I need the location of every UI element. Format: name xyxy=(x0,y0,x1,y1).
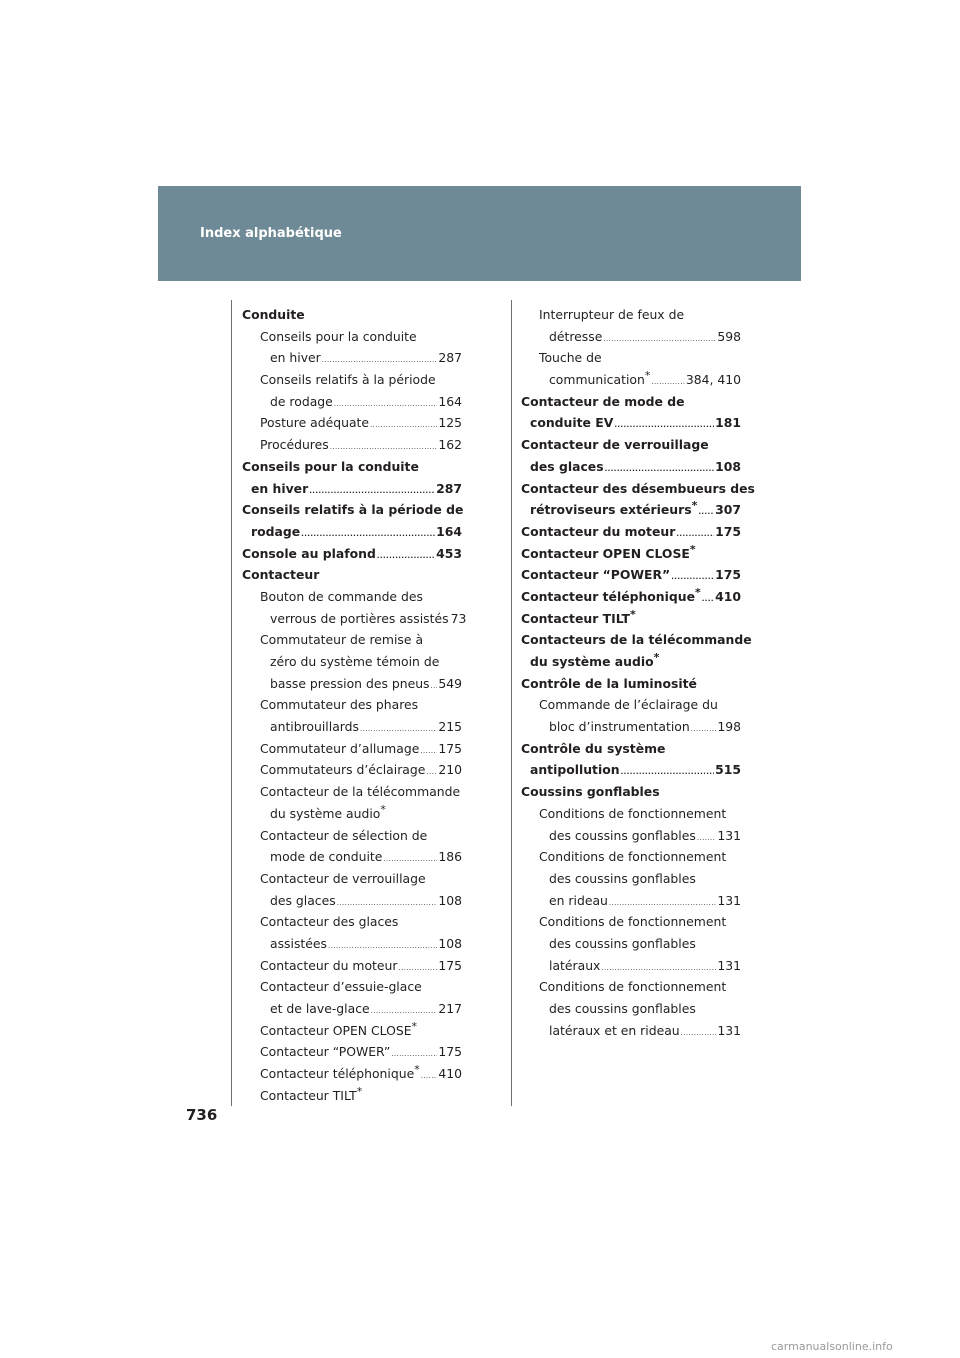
index-page-ref: 164 xyxy=(436,523,462,539)
index-entry-text: Contacteur de la télécommande xyxy=(260,784,461,800)
column-divider-left xyxy=(231,300,232,1106)
index-page-ref: 384, 410 xyxy=(685,372,741,388)
index-entry xyxy=(521,673,741,695)
index-entry-text: bloc d’instrumentation xyxy=(549,719,690,735)
index-entry xyxy=(521,499,741,521)
index-page-ref: 175 xyxy=(715,523,741,539)
index-entry-text: conduite EV xyxy=(530,415,614,431)
index-entry xyxy=(521,347,741,369)
index-entry xyxy=(521,629,752,651)
index-page-ref: 131 xyxy=(717,1022,741,1038)
index-entry-text: Console au plafond xyxy=(242,545,376,561)
index-entry xyxy=(242,716,462,738)
index-entry-text: Contacteur du moteur xyxy=(260,957,398,973)
index-entry-text: Conseils relatifs à la période xyxy=(260,372,436,388)
index-page-ref: 215 xyxy=(438,719,462,735)
index-page-ref: 131 xyxy=(717,957,741,973)
index-page-ref: 164 xyxy=(438,393,462,409)
index-entry-text: basse pression des pneus xyxy=(270,675,430,691)
index-entry-text: Contacteur de mode de xyxy=(521,393,685,409)
index-entry-text: détresse xyxy=(549,328,603,344)
asterisk-icon: * xyxy=(356,1084,363,1098)
index-entry xyxy=(242,694,462,716)
index-entry xyxy=(521,1020,741,1042)
column-divider-middle xyxy=(511,300,512,1106)
index-entry xyxy=(521,478,755,500)
index-page-ref: 108 xyxy=(715,458,741,474)
index-entry xyxy=(242,955,462,977)
index-entry-text: des glaces xyxy=(530,458,604,474)
index-entry-text: Contacteur “POWER” xyxy=(521,567,671,583)
index-entry xyxy=(521,608,741,630)
index-entry-text: du système audio xyxy=(530,654,654,669)
index-page-ref: 515 xyxy=(715,762,741,778)
index-entry-text: antibrouillards xyxy=(270,719,359,735)
index-page-ref: 175 xyxy=(438,1044,462,1060)
index-entry xyxy=(242,781,462,803)
index-entry xyxy=(242,803,462,825)
index-entry xyxy=(521,369,741,391)
index-entry-text: zéro du système témoin de xyxy=(270,654,440,669)
index-entry-text: Commutateur des phares xyxy=(260,697,419,713)
index-entry-text: verrous de portières assistés xyxy=(270,610,449,626)
watermark: carmanualsonline.info xyxy=(771,1340,893,1353)
index-page-ref: 131 xyxy=(717,827,741,843)
index-entry xyxy=(242,347,462,369)
index-entry xyxy=(242,911,462,933)
index-entry-text: rétroviseurs extérieurs xyxy=(530,502,692,518)
index-entry-text: Conditions de fonctionnement xyxy=(539,849,727,865)
asterisk-icon: * xyxy=(694,585,701,599)
index-entry xyxy=(521,716,741,738)
index-entry xyxy=(521,933,741,955)
asterisk-icon: * xyxy=(414,1063,420,1077)
index-entry xyxy=(521,781,741,803)
index-entry xyxy=(242,608,467,630)
index-entry xyxy=(521,955,741,977)
index-entry-text: et de lave-glace xyxy=(270,1001,370,1016)
index-entry-text: Contacteur de verrouillage xyxy=(521,437,709,453)
index-page-ref: 598 xyxy=(717,328,741,344)
index-entry-text: Conseils pour la conduite xyxy=(242,458,419,474)
index-page-ref: 175 xyxy=(438,740,462,756)
index-entry-text: des coussins gonflables xyxy=(549,935,696,951)
index-entry-text: latéraux xyxy=(549,957,601,973)
index-entry xyxy=(521,976,741,998)
index-entry xyxy=(521,846,741,868)
index-page-ref: 549 xyxy=(438,675,462,691)
index-entry-text: communication xyxy=(549,372,645,388)
index-entry xyxy=(521,890,741,912)
index-entry xyxy=(242,499,462,521)
index-entry xyxy=(242,933,462,955)
index-entry-text: Contacteur TILT xyxy=(260,1087,357,1103)
section-header xyxy=(158,186,801,281)
index-entry xyxy=(242,825,462,847)
asterisk-icon: * xyxy=(380,802,386,816)
index-entry xyxy=(242,976,462,998)
index-entry-text: en hiver xyxy=(270,350,321,366)
index-entry xyxy=(521,586,741,608)
index-column-right xyxy=(521,304,755,1041)
dot-leader xyxy=(681,1023,717,1045)
index-page-ref: 198 xyxy=(717,719,741,735)
index-entry-text: latéraux et en rideau xyxy=(549,1022,680,1038)
index-entry-text: Contacteur téléphonique xyxy=(521,588,695,604)
index-entry xyxy=(521,911,741,933)
index-entry-text: des coussins gonflables xyxy=(549,870,696,886)
index-entry-text: Contrôle de la luminosité xyxy=(521,675,697,691)
index-page-ref: 186 xyxy=(438,849,462,865)
index-page-ref: 175 xyxy=(438,957,462,973)
asterisk-icon: * xyxy=(411,1019,418,1033)
index-page-ref: 217 xyxy=(438,1001,462,1016)
asterisk-icon: * xyxy=(653,651,660,664)
index-entry-text: Commande de l’éclairage du xyxy=(539,697,718,713)
index-entry xyxy=(521,521,741,543)
index-page-ref: 453 xyxy=(436,545,462,561)
index-page-ref: 287 xyxy=(438,350,462,366)
index-page-ref: 175 xyxy=(715,567,741,583)
index-entry-text: Conditions de fonctionnement xyxy=(539,914,727,930)
index-entry xyxy=(242,998,462,1020)
index-entry-text: de rodage xyxy=(270,393,333,409)
index-page-ref: 73 xyxy=(450,610,467,626)
index-entry-text: Coussins gonflables xyxy=(521,784,660,800)
index-entry-text: Conduite xyxy=(242,307,305,322)
page-number: 736 xyxy=(186,1106,218,1124)
index-entry-text: Conditions de fonctionnement xyxy=(539,805,727,821)
index-entry xyxy=(242,759,462,781)
index-entry xyxy=(242,1085,462,1107)
index-entry-text: Touche de xyxy=(539,350,602,366)
index-entry xyxy=(521,564,741,586)
index-entry-text: Contacteur du moteur xyxy=(521,523,676,539)
index-entry xyxy=(521,694,741,716)
index-entry xyxy=(242,369,462,391)
index-entry-text: Contacteur de verrouillage xyxy=(260,870,426,886)
index-page-ref: 307 xyxy=(715,502,741,518)
index-entry-text: Contacteur des glaces xyxy=(260,914,399,930)
index-page-ref: 108 xyxy=(438,935,462,951)
index-entry-text: Procédures xyxy=(260,437,329,453)
index-entry xyxy=(242,391,462,413)
index-entry xyxy=(521,651,741,673)
index-entry xyxy=(521,759,741,781)
index-entry-text: assistées xyxy=(270,935,327,951)
index-entry xyxy=(242,846,462,868)
index-entry xyxy=(521,738,741,760)
index-page-ref: 410 xyxy=(438,1066,462,1082)
index-entry xyxy=(242,890,462,912)
index-entry xyxy=(521,998,741,1020)
asterisk-icon: * xyxy=(689,542,696,556)
index-entry xyxy=(242,478,462,500)
index-entry-text: Commutateurs d’éclairage xyxy=(260,762,426,778)
index-entry xyxy=(242,1020,462,1042)
index-entry xyxy=(521,412,741,434)
index-entry xyxy=(242,868,462,890)
index-entry xyxy=(242,673,462,695)
index-entry xyxy=(521,304,741,326)
index-entry-text: des glaces xyxy=(270,892,336,908)
index-page-ref: 162 xyxy=(438,437,462,453)
asterisk-icon: * xyxy=(630,607,636,621)
index-entry xyxy=(242,629,462,651)
index-entry-text: Interrupteur de feux de xyxy=(539,307,685,322)
index-entry xyxy=(242,738,462,760)
index-entry xyxy=(521,391,741,413)
index-page-ref: 210 xyxy=(438,762,462,778)
index-entry-text: Contacteur d’essuie-glace xyxy=(260,979,422,995)
index-entry xyxy=(521,543,741,565)
section-title: Index alphabétique xyxy=(200,226,342,241)
index-entry xyxy=(242,434,462,456)
index-entry-text: Contacteur téléphonique xyxy=(260,1066,415,1082)
index-entry xyxy=(242,326,462,348)
index-page-ref: 125 xyxy=(438,415,462,431)
index-entry xyxy=(521,868,741,890)
index-entry-text: Conseils relatifs à la période de xyxy=(242,502,464,518)
index-entry xyxy=(242,586,462,608)
index-entry xyxy=(242,304,462,326)
index-entry xyxy=(242,412,462,434)
index-entry xyxy=(242,1063,462,1085)
index-page-ref: 108 xyxy=(438,892,462,908)
index-entry-text: Commutateur de remise à xyxy=(260,632,424,648)
asterisk-icon: * xyxy=(691,499,698,513)
index-entry-text: antipollution xyxy=(530,762,620,778)
asterisk-icon: * xyxy=(644,369,651,383)
index-entry-text: Contacteur “POWER” xyxy=(260,1044,391,1060)
index-entry xyxy=(521,434,741,456)
index-entry-text: Contacteur OPEN CLOSE xyxy=(521,545,690,561)
index-entry xyxy=(521,326,741,348)
index-entry-text: mode de conduite xyxy=(270,849,383,865)
index-entry-text: Contacteurs de la télécommande xyxy=(521,632,752,648)
index-entry-text: Bouton de commande des xyxy=(260,588,423,604)
index-entry-text: Contacteur TILT xyxy=(521,610,630,626)
index-entry xyxy=(242,1041,462,1063)
index-entry xyxy=(521,825,741,847)
index-entry-text: Contrôle du système xyxy=(521,740,666,756)
index-entry xyxy=(242,651,462,673)
index-entry-text: rodage xyxy=(251,523,301,539)
index-entry-text: Contacteur xyxy=(242,567,320,583)
index-entry-text: des coussins gonflables xyxy=(549,827,696,843)
index-entry xyxy=(242,521,462,543)
index-entry-text: Commutateur d’allumage xyxy=(260,740,420,756)
index-entry xyxy=(242,543,462,565)
index-entry-text: Contacteur de sélection de xyxy=(260,827,428,843)
index-page-ref: 181 xyxy=(715,415,741,431)
index-entry-text: Posture adéquate xyxy=(260,415,370,431)
index-page-ref: 287 xyxy=(436,480,462,496)
index-entry-text: en hiver xyxy=(251,480,309,496)
index-entry-text: Contacteur des désembueurs des xyxy=(521,480,755,496)
index-page-ref: 410 xyxy=(715,588,741,604)
index-column-left xyxy=(242,304,467,1106)
index-entry xyxy=(521,456,741,478)
index-entry-text: Conditions de fonctionnement xyxy=(539,979,727,995)
index-entry-text: Contacteur OPEN CLOSE xyxy=(260,1022,412,1038)
index-entry-text: Conseils pour la conduite xyxy=(260,328,417,344)
index-entry xyxy=(521,803,741,825)
index-page-ref: 131 xyxy=(717,892,741,908)
index-entry xyxy=(242,456,462,478)
index-entry-text: du système audio xyxy=(270,805,381,821)
index-entry-text: en rideau xyxy=(549,892,608,908)
index-entry-text: des coussins gonflables xyxy=(549,1001,696,1016)
index-entry xyxy=(242,564,462,586)
